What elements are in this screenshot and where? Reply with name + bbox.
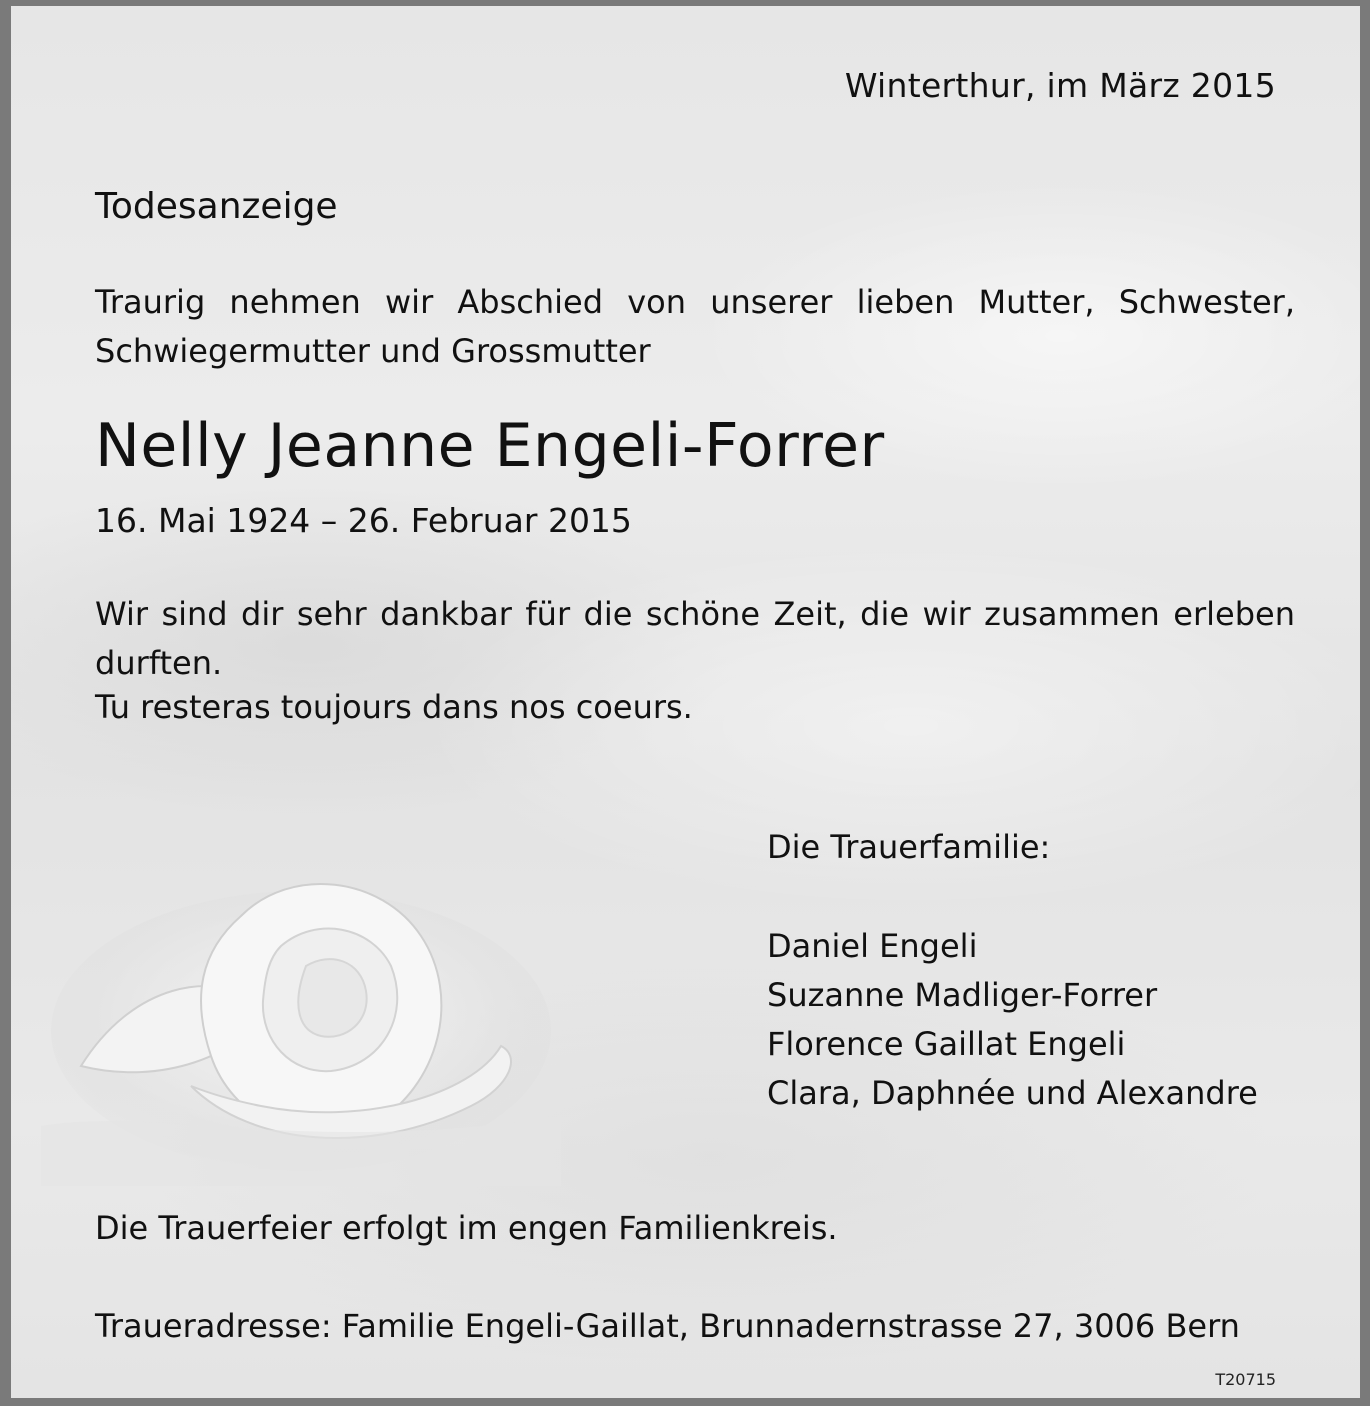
family-members-list (767, 922, 1258, 1118)
notice-heading: Todesanzeige (95, 186, 338, 227)
family-member: Florence Gaillat Engeli (767, 1025, 1126, 1063)
ad-code: T20715 (1215, 1370, 1276, 1389)
family-member: Suzanne Madliger-Forrer (767, 976, 1158, 1014)
family-member: Clara, Daphnée und Alexandre (767, 1074, 1258, 1112)
place-and-date: Winterthur, im März 2015 (844, 66, 1276, 105)
funeral-service-note: Die Trauerfeier erfolgt im engen Familienkreis. (95, 1209, 838, 1247)
family-member: Daniel Engeli (767, 927, 978, 965)
rose-image (41, 856, 561, 1186)
life-dates: 16. Mai 1924 – 26. Februar 2015 (95, 501, 632, 540)
family-heading: Die Trauerfamilie: (767, 828, 1051, 866)
gratitude-text: Wir sind dir sehr dankbar für die schöne Zeit, die wir zusammen erleben durften. (95, 595, 1295, 682)
intro-text: Traurig nehmen wir Abschied von unserer lieben Mutter, Schwester, Schwiegermutter und Grossmutter (95, 283, 1295, 370)
mourning-address: Traueradresse: Familie Engeli-Gaillat, Brunnadernstrasse 27, 3006 Bern (95, 1307, 1240, 1345)
gratitude-text-french: Tu resteras toujours dans nos coeurs. (95, 688, 693, 726)
deceased-name: Nelly Jeanne Engeli-Forrer (95, 411, 885, 481)
